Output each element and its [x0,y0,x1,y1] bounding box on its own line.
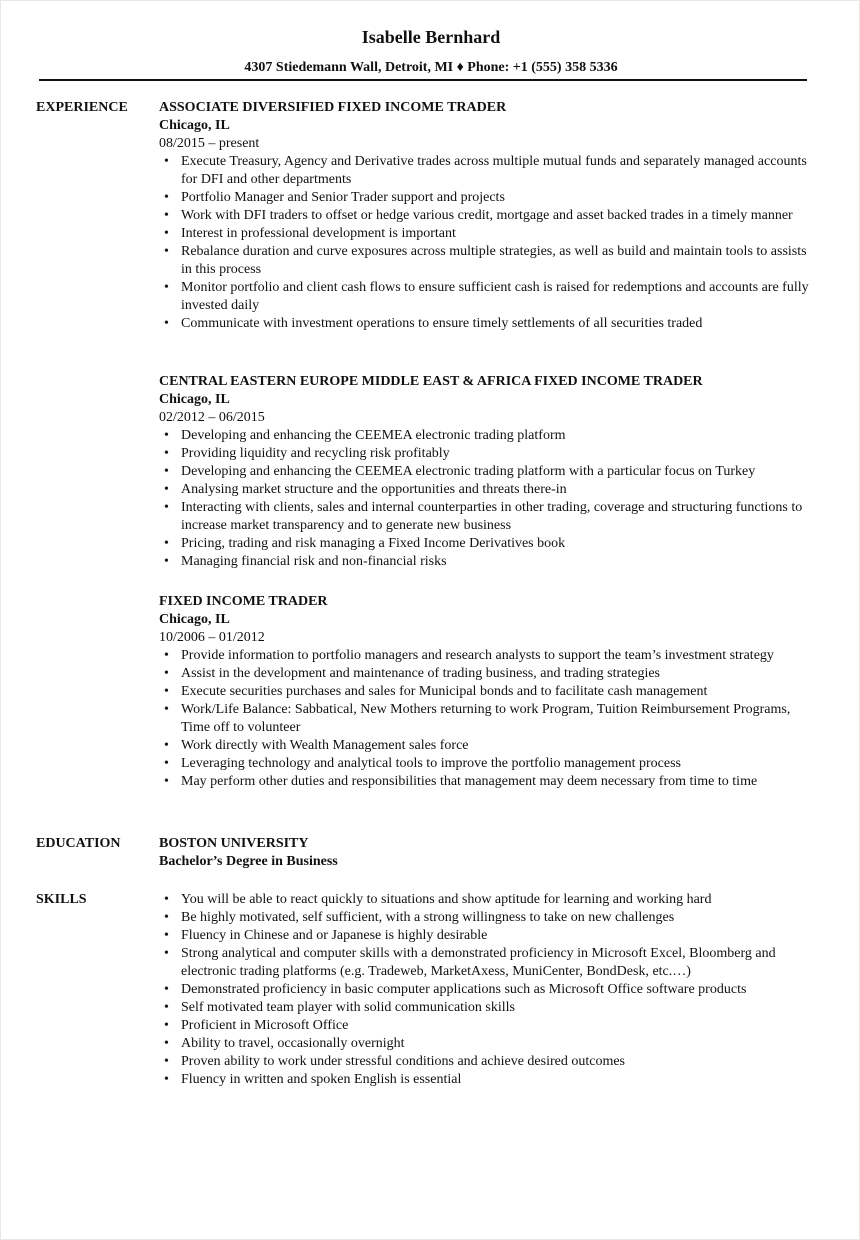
job-dates: 08/2015 – present [159,136,260,151]
list-item: • Work/Life Balance: Sabbatical, New Mothers returning to work Program, Tuition Reimbursement Programs, Time off to volunteer [159,701,819,737]
header-divider [39,79,807,81]
list-item: • Fluency in written and spoken English is essential [159,1071,819,1089]
list-item: • You will be able to react quickly to situations and show aptitude for learning and working hard [159,891,819,909]
list-item: • Demonstrated proficiency in basic computer applications such as Microsoft Office software products [159,981,819,999]
job-entry [159,373,819,571]
job-title: ASSOCIATE DIVERSIFIED FIXED INCOME TRADER [159,100,507,115]
job-title: CENTRAL EASTERN EUROPE MIDDLE EAST & AFRICA FIXED INCOME TRADER [159,374,703,389]
list-item: • Work directly with Wealth Management sales force [159,737,819,755]
list-item: • Analysing market structure and the opportunities and threats there-in [159,481,819,499]
section-label-skills: SKILLS [36,892,87,907]
skills-entry [159,891,819,1089]
job-entry [159,593,819,791]
job-bullets [159,427,819,571]
job-dates: 02/2012 – 06/2015 [159,410,265,425]
list-item: • Providing liquidity and recycling risk profitably [159,445,819,463]
job-location: Chicago, IL [159,118,230,133]
school-name: BOSTON UNIVERSITY [159,836,309,851]
list-item: • Managing financial risk and non-financial risks [159,553,819,571]
list-item: • Assist in the development and maintenance of trading business, and trading strategies [159,665,819,683]
candidate-name: Isabelle Bernhard [361,27,501,47]
list-item: • Execute securities purchases and sales for Municipal bonds and to facilitate cash management [159,683,819,701]
job-location: Chicago, IL [159,612,230,627]
list-item: • Proficient in Microsoft Office [159,1017,819,1035]
job-entry [159,99,819,333]
list-item: • Ability to travel, occasionally overnight [159,1035,819,1053]
list-item: • Fluency in Chinese and or Japanese is highly desirable [159,927,819,945]
list-item: • Rebalance duration and curve exposures across multiple strategies, as well as build and maintain tools to assists in this process [159,243,819,279]
section-label-experience: EXPERIENCE [36,100,128,115]
job-location: Chicago, IL [159,392,230,407]
list-item: • Provide information to portfolio managers and research analysts to support the team’s investment strategy [159,647,819,665]
list-item: • Developing and enhancing the CEEMEA electronic trading platform with a particular focus on Turkey [159,463,819,481]
list-item: • Execute Treasury, Agency and Derivative trades across multiple mutual funds and separately managed accounts for DFI and other departments [159,153,819,189]
job-bullets [159,647,819,791]
list-item: • May perform other duties and responsibilities that management may deem necessary from time to time [159,773,819,791]
job-dates: 10/2006 – 01/2012 [159,630,265,645]
section-label-education: EDUCATION [36,836,121,851]
list-item: • Proven ability to work under stressful conditions and achieve desired outcomes [159,1053,819,1071]
list-item: • Communicate with investment operations to ensure timely settlements of all securities traded [159,315,819,333]
skills-list [159,891,819,1089]
list-item: • Be highly motivated, self sufficient, with a strong willingness to take on new challenges [159,909,819,927]
degree: Bachelor’s Degree in Business [159,854,338,869]
list-item: • Interacting with clients, sales and internal counterparties in other trading, coverage and structuring functions to increase market transparency and to generate new business [159,499,819,535]
list-item: • Developing and enhancing the CEEMEA electronic trading platform [159,427,819,445]
list-item: • Pricing, trading and risk managing a Fixed Income Derivatives book [159,535,819,553]
list-item: • Strong analytical and computer skills with a demonstrated proficiency in Microsoft Excel, Bloomberg and electronic trading platforms (e.g. Tradeweb, MarketAxess, MuniCenter, BondDesk, etc.…) [159,945,819,981]
job-title: FIXED INCOME TRADER [159,594,328,609]
job-bullets [159,153,819,333]
list-item: • Self motivated team player with solid communication skills [159,999,819,1017]
list-item: • Portfolio Manager and Senior Trader support and projects [159,189,819,207]
contact-line: 4307 Stiedemann Wall, Detroit, MI ♦ Phone: +1 (555) 358 5336 [244,60,618,75]
list-item: • Interest in professional development is important [159,225,819,243]
list-item: • Monitor portfolio and client cash flows to ensure sufficient cash is raised for redemptions and accounts are fully invested daily [159,279,819,315]
education-entry [159,835,819,871]
list-item: • Leveraging technology and analytical tools to improve the portfolio management process [159,755,819,773]
list-item: • Work with DFI traders to offset or hedge various credit, mortgage and asset backed trades in a timely manner [159,207,819,225]
